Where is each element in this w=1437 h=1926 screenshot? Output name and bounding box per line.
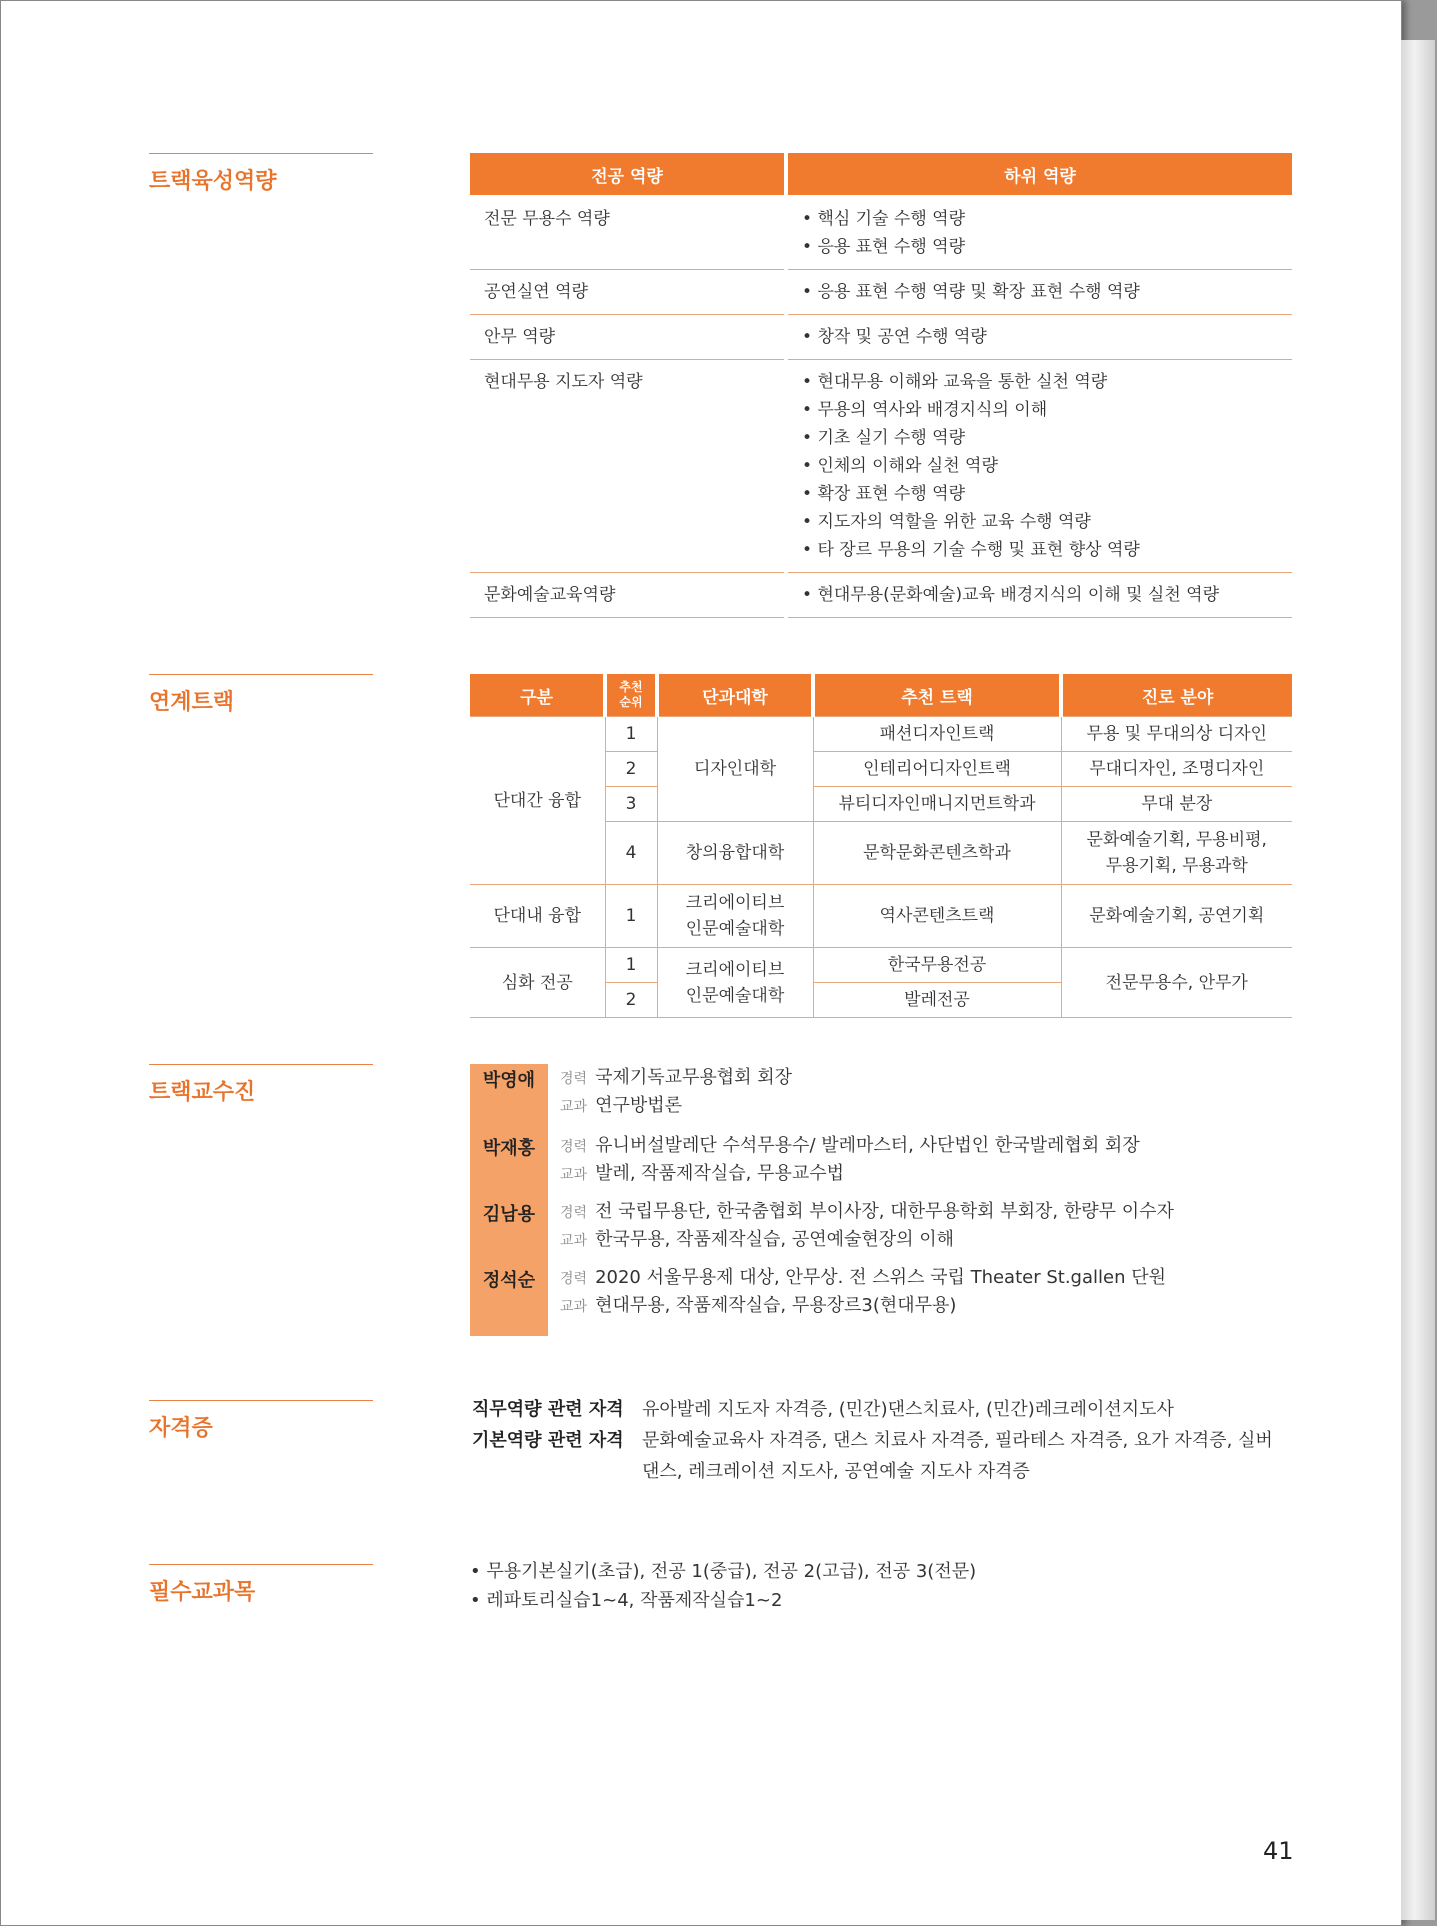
- sub-competency: • 기초 실기 수행 역량: [802, 424, 1278, 452]
- section-title-faculty: 트랙교수진: [149, 1064, 373, 1106]
- career-tag: 경력: [560, 1271, 588, 1287]
- group-label: 단대간 융합: [470, 717, 605, 885]
- faculty-courses: 현대무용, 작품제작실습, 무용장르3(현대무용): [595, 1295, 957, 1316]
- table-row: [470, 885, 1292, 948]
- required-course-item: • 레파토리실습1~4, 작품제작실습1~2: [470, 1586, 976, 1615]
- table-row: [470, 195, 1292, 270]
- sub-competency: • 지도자의 역할을 위한 교육 수행 역량: [802, 508, 1278, 536]
- table-row: [470, 573, 1292, 618]
- page-number: 41: [1263, 1837, 1294, 1865]
- sub-competency: • 창작 및 공연 수행 역량: [802, 323, 1278, 351]
- track-cell: 역사콘텐츠트랙: [813, 885, 1061, 948]
- course-tag: 교과: [560, 1233, 588, 1249]
- college-cell: 디자인대학: [657, 717, 813, 822]
- header-rank: 추천 순위: [605, 674, 657, 717]
- linked-track-table: [470, 674, 1292, 1018]
- certificate-item: [472, 1425, 1282, 1487]
- major-competency: 안무 역량: [470, 315, 786, 360]
- sub-competency: • 인체의 이해와 실천 역량: [802, 452, 1278, 480]
- sub-competency-list: [786, 573, 1292, 618]
- rank-cell: 2: [605, 983, 657, 1018]
- competency-table: [470, 153, 1292, 618]
- rank-cell: 1: [605, 885, 657, 948]
- table-row: [470, 360, 1292, 573]
- sub-competency: • 핵심 기술 수행 역량: [802, 205, 1278, 233]
- table-row: [470, 948, 1292, 983]
- career-tag: 경력: [560, 1205, 588, 1221]
- section-title-competency: 트랙육성역량: [149, 153, 373, 195]
- certificate-value: 문화예술교육사 자격증, 댄스 치료사 자격증, 필라테스 자격증, 요가 자격증, 실버 댄스, 레크레이션 지도사, 공연예술 지도사 자격증: [642, 1430, 1273, 1482]
- sub-competency: • 타 장르 무용의 기술 수행 및 표현 향상 역량: [802, 536, 1278, 564]
- track-cell: 뷰티디자인매니지먼트학과: [813, 787, 1061, 822]
- career-tag: 경력: [560, 1139, 588, 1155]
- certificate-list: [472, 1394, 1282, 1487]
- faculty-member: [470, 1264, 1174, 1336]
- college-cell: 크리에이티브 인문예술대학: [657, 948, 813, 1018]
- faculty-name: 정석순: [470, 1264, 548, 1336]
- major-competency: 문화예술교육역량: [470, 573, 786, 618]
- certificate-label: 기본역량 관련 자격: [472, 1430, 624, 1451]
- sub-competency-list: [786, 315, 1292, 360]
- sub-competency: • 응용 표현 수행 역량: [802, 233, 1278, 261]
- page-edge: [1401, 40, 1435, 1920]
- rank-cell: 2: [605, 752, 657, 787]
- career-cell: 문화예술기획, 공연기획: [1061, 885, 1292, 948]
- course-tag: 교과: [560, 1167, 588, 1183]
- faculty-career: 2020 서울무용제 대상, 안무상. 전 스위스 국립 Theater St.gallen 단원: [595, 1267, 1166, 1288]
- college-cell: 크리에이티브 인문예술대학: [657, 885, 813, 948]
- header-sub-competency: 하위 역량: [786, 153, 1292, 195]
- required-course-list: [470, 1557, 976, 1615]
- career-cell: 무용 및 무대의상 디자인: [1061, 717, 1292, 752]
- sub-competency: • 확장 표현 수행 역량: [802, 480, 1278, 508]
- section-title-required-courses: 필수교과목: [149, 1564, 373, 1606]
- required-course-item: • 무용기본실기(초급), 전공 1(중급), 전공 2(고급), 전공 3(전문): [470, 1557, 976, 1586]
- header-career: 진로 분야: [1061, 674, 1292, 717]
- course-tag: 교과: [560, 1099, 588, 1115]
- track-cell: 문학문화콘텐츠학과: [813, 822, 1061, 885]
- faculty-name: 박영애: [470, 1064, 548, 1132]
- track-cell: 발레전공: [813, 983, 1061, 1018]
- table-row: [470, 270, 1292, 315]
- faculty-name: 김남용: [470, 1198, 548, 1264]
- rank-cell: 1: [605, 948, 657, 983]
- faculty-courses: 발레, 작품제작실습, 무용교수법: [595, 1163, 844, 1184]
- header-major-competency: 전공 역량: [470, 153, 786, 195]
- faculty-member: [470, 1132, 1174, 1198]
- faculty-name: 박재홍: [470, 1132, 548, 1198]
- section-title-certificates: 자격증: [149, 1400, 373, 1442]
- major-competency: 공연실연 역량: [470, 270, 786, 315]
- faculty-career: 유니버설발레단 수석무용수/ 발레마스터, 사단법인 한국발레협회 회장: [595, 1135, 1140, 1156]
- track-cell: 인테리어디자인트랙: [813, 752, 1061, 787]
- certificate-label: 직무역량 관련 자격: [472, 1399, 624, 1420]
- career-cell: 전문무용수, 안무가: [1061, 948, 1292, 1018]
- faculty-career: 전 국립무용단, 한국춤협회 부이사장, 대한무용학회 부회장, 한량무 이수자: [595, 1201, 1174, 1222]
- major-competency: 전문 무용수 역량: [470, 195, 786, 270]
- table-row: [470, 315, 1292, 360]
- rank-cell: 1: [605, 717, 657, 752]
- header-category: 구분: [470, 674, 605, 717]
- college-cell: 창의융합대학: [657, 822, 813, 885]
- section-title-linked-tracks: 연계트랙: [149, 674, 373, 716]
- faculty-member: [470, 1064, 1174, 1132]
- faculty-career: 국제기독교무용협회 회장: [595, 1067, 793, 1088]
- group-label: 심화 전공: [470, 948, 605, 1018]
- sub-competency: • 응용 표현 수행 역량 및 확장 표현 수행 역량: [802, 278, 1278, 306]
- header-college: 단과대학: [657, 674, 813, 717]
- header-track: 추천 트랙: [813, 674, 1061, 717]
- rank-cell: 4: [605, 822, 657, 885]
- faculty-list: [470, 1064, 1174, 1336]
- sub-competency: • 무용의 역사와 배경지식의 이해: [802, 396, 1278, 424]
- certificate-item: [472, 1394, 1282, 1425]
- sub-competency: • 현대무용(문화예술)교육 배경지식의 이해 및 실천 역량: [802, 581, 1278, 609]
- sub-competency-list: [786, 195, 1292, 270]
- career-cell: 무대 분장: [1061, 787, 1292, 822]
- group-label: 단대내 융합: [470, 885, 605, 948]
- rank-cell: 3: [605, 787, 657, 822]
- sub-competency: • 현대무용 이해와 교육을 통한 실천 역량: [802, 368, 1278, 396]
- sub-competency-list: [786, 360, 1292, 573]
- course-tag: 교과: [560, 1299, 588, 1315]
- faculty-courses: 한국무용, 작품제작실습, 공연예술현장의 이해: [595, 1229, 955, 1250]
- major-competency: 현대무용 지도자 역량: [470, 360, 786, 573]
- career-cell: 문화예술기획, 무용비평, 무용기획, 무용과학: [1061, 822, 1292, 885]
- track-cell: 패션디자인트랙: [813, 717, 1061, 752]
- certificate-value: 유아발레 지도자 자격증, (민간)댄스치료사, (민간)레크레이션지도사: [642, 1399, 1174, 1420]
- career-cell: 무대디자인, 조명디자인: [1061, 752, 1292, 787]
- career-tag: 경력: [560, 1071, 588, 1087]
- sub-competency-list: [786, 270, 1292, 315]
- table-row: [470, 717, 1292, 752]
- track-cell: 한국무용전공: [813, 948, 1061, 983]
- faculty-member: [470, 1198, 1174, 1264]
- faculty-courses: 연구방법론: [595, 1095, 683, 1116]
